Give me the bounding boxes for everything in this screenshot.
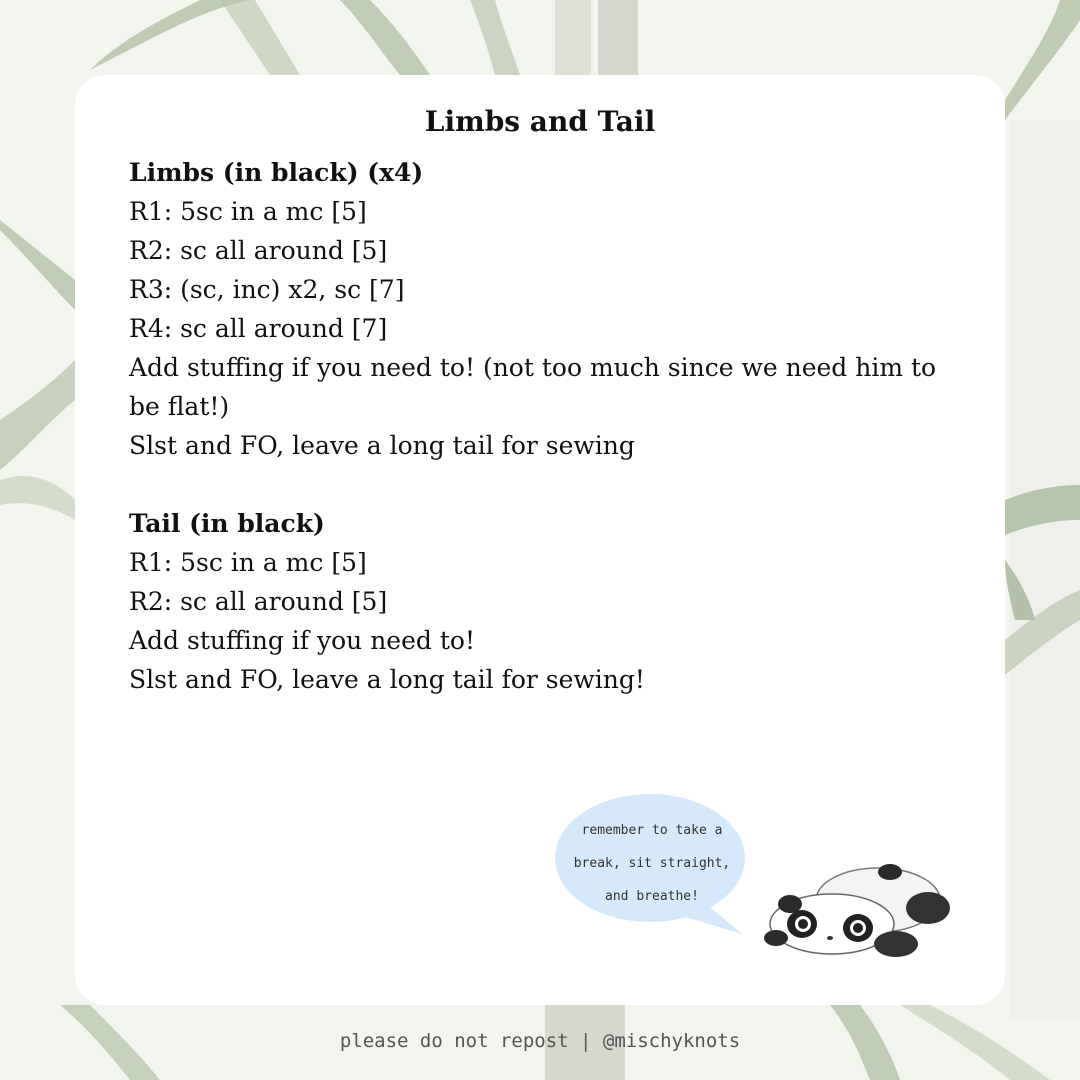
pattern-row: R4: sc all around [7] xyxy=(129,314,388,343)
bubble-line: remember to take a xyxy=(581,823,723,838)
panda-lying-icon xyxy=(760,858,956,958)
pattern-note: Add stuffing if you need to! xyxy=(129,626,475,655)
pattern-row: R2: sc all around [5] xyxy=(129,587,388,616)
pattern-note: Add stuffing if you need to! (not too much since we need him to be flat!) xyxy=(129,353,937,421)
section-heading-limbs: Limbs (in black) (x4) xyxy=(129,158,424,187)
footer-credit: please do not repost | @mischyknots xyxy=(339,1030,741,1052)
pattern-row: R1: 5sc in a mc [5] xyxy=(129,197,367,226)
section-spacer xyxy=(129,465,949,504)
speech-bubble-text xyxy=(560,814,744,913)
page-title: Limbs and Tail xyxy=(424,105,656,138)
pattern-note: Slst and FO, leave a long tail for sewing xyxy=(129,431,635,460)
section-heading-tail: Tail (in black) xyxy=(129,509,325,538)
pattern-note: Slst and FO, leave a long tail for sewing! xyxy=(129,665,645,694)
bubble-line: break, sit straight, xyxy=(573,856,731,871)
pattern-text xyxy=(129,153,949,699)
pattern-row: R2: sc all around [5] xyxy=(129,236,388,265)
pattern-row: R3: (sc, inc) x2, sc [7] xyxy=(129,275,405,304)
bubble-line: and breathe! xyxy=(605,889,699,904)
pattern-row: R1: 5sc in a mc [5] xyxy=(129,548,367,577)
